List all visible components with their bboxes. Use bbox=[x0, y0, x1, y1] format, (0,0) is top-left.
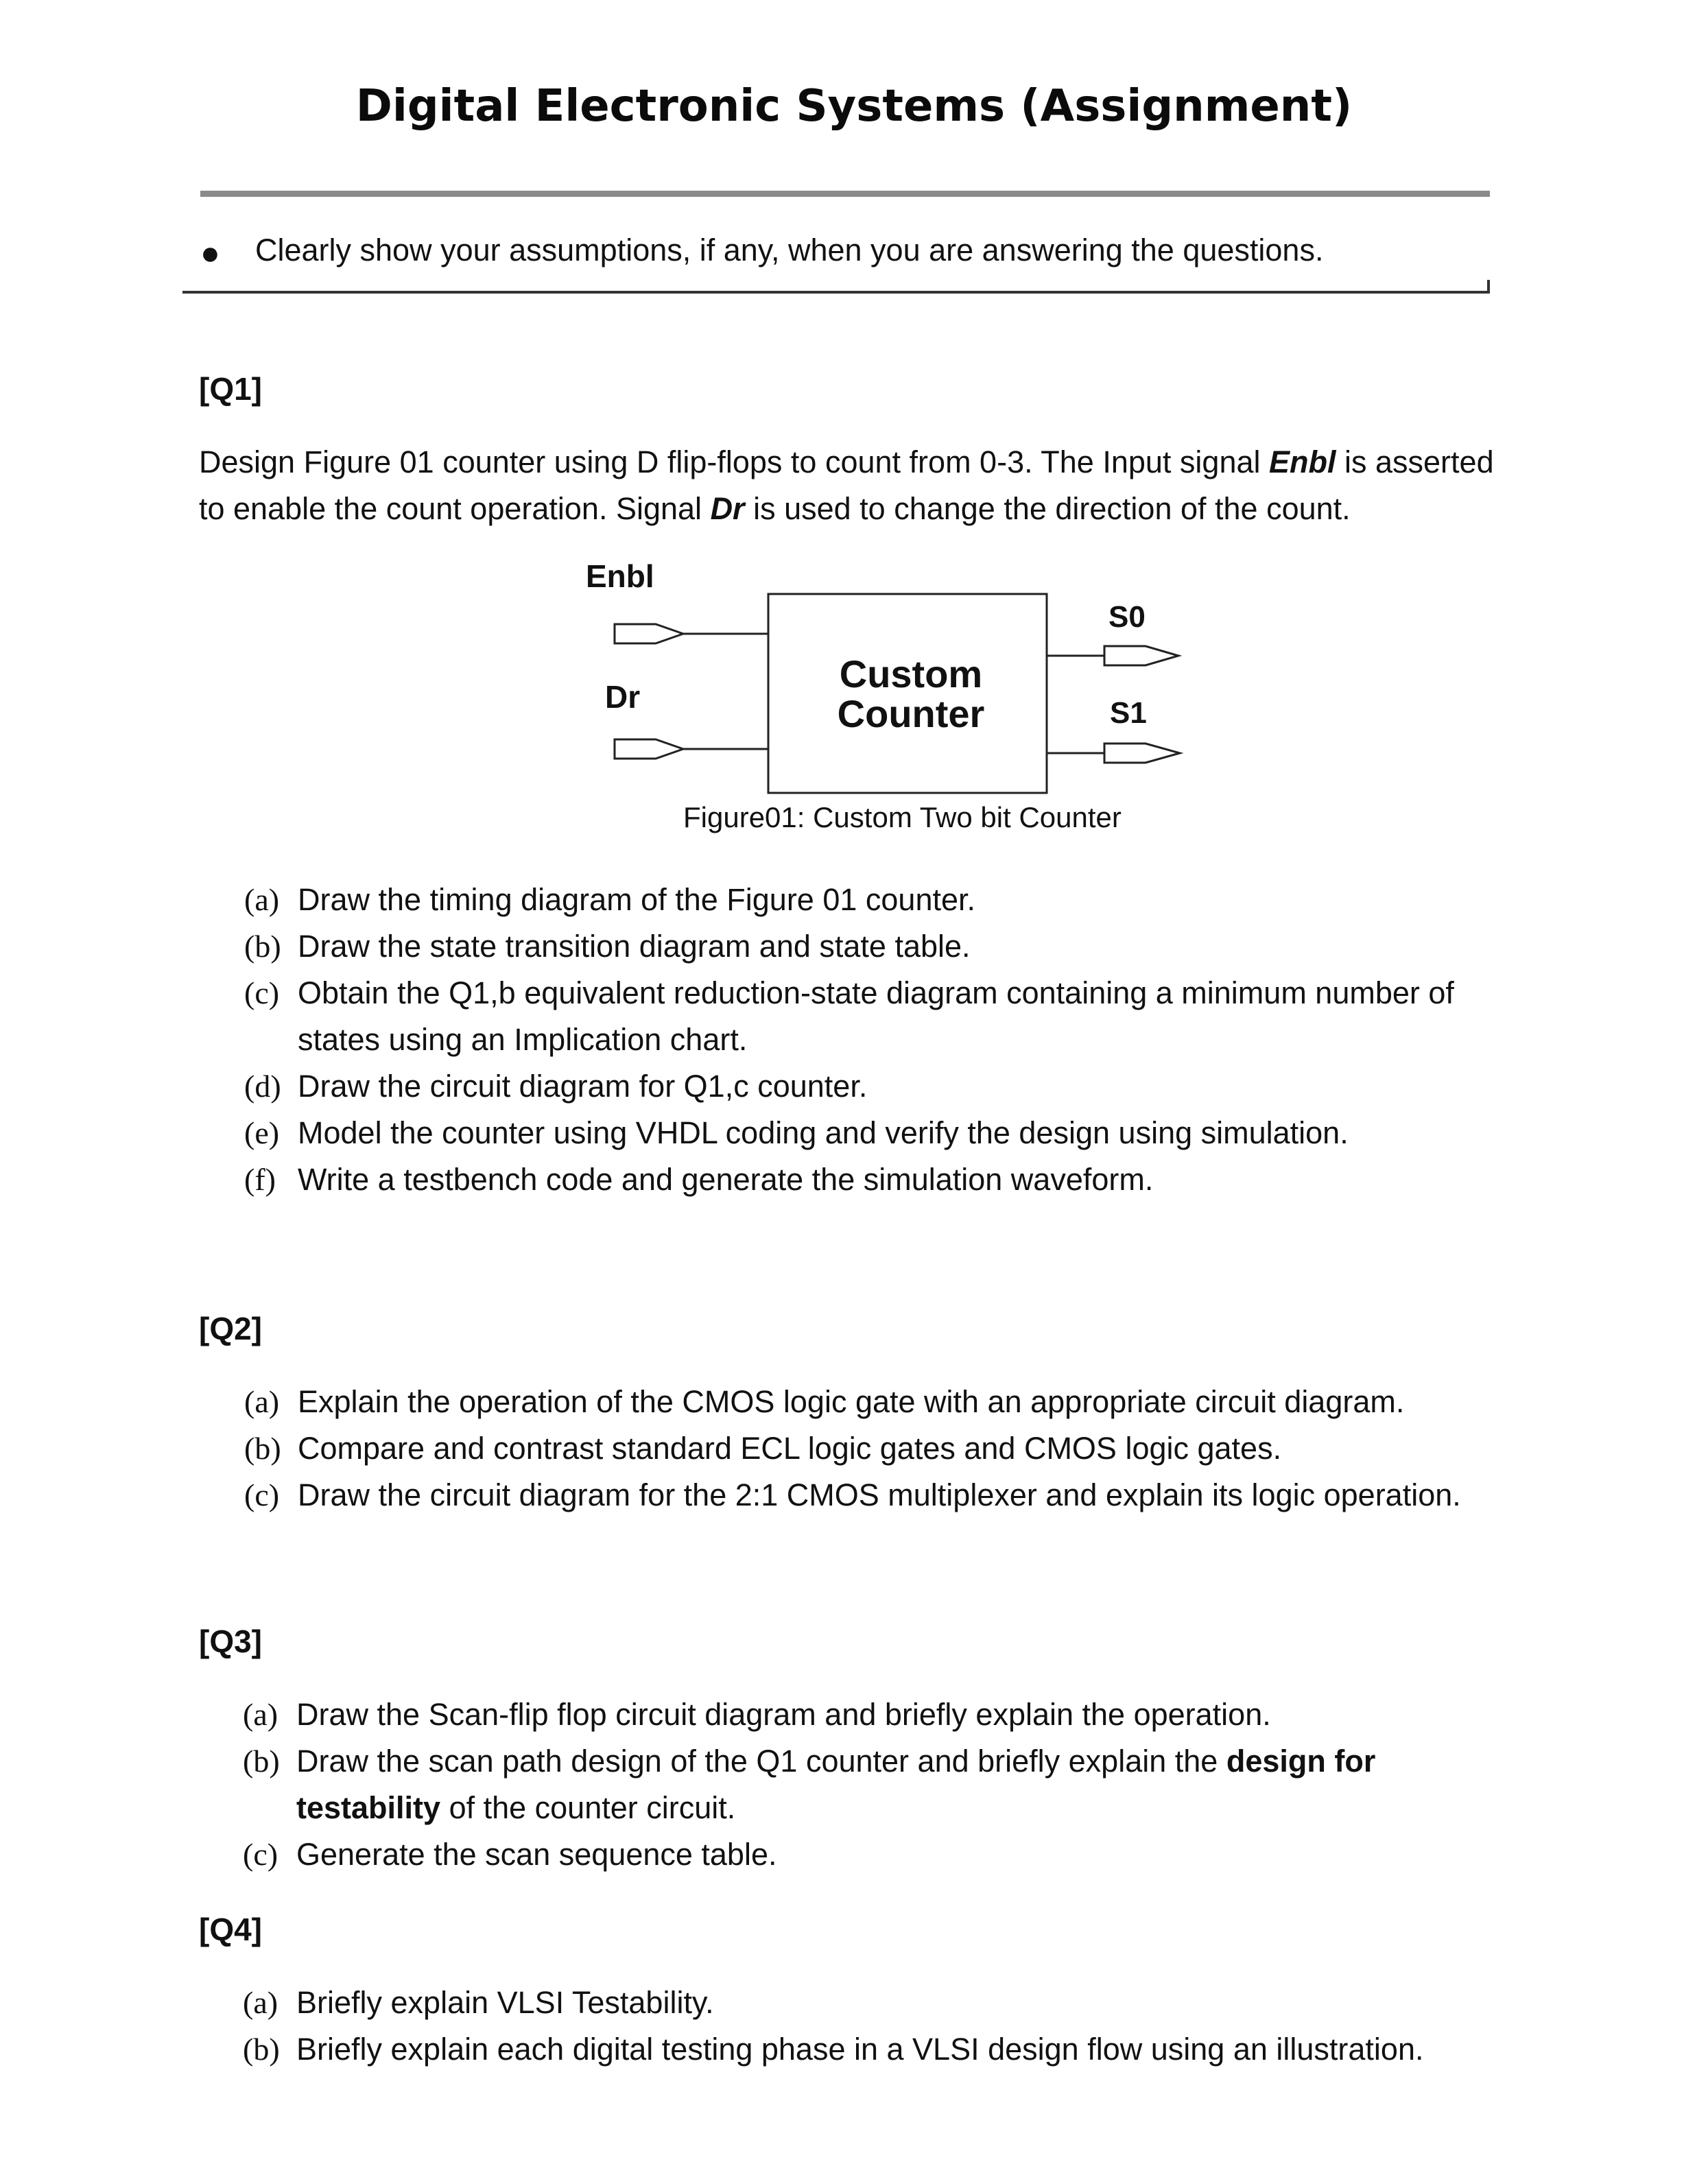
q1-intro-line1: Design Figure 01 counter using D flip-flops to count from 0-3. The Input signal Enbl is asserted bbox=[199, 444, 1494, 479]
block-label-line1: Custom bbox=[839, 652, 983, 695]
q1-item-e: (e) Model the counter using VHDL coding and verify the design using simulation. bbox=[244, 1115, 1349, 1150]
s0-label: S0 bbox=[1108, 600, 1146, 634]
testability-emphasis: testability bbox=[296, 1790, 441, 1825]
s0-output-port bbox=[1104, 646, 1178, 665]
s1-label: S1 bbox=[1110, 696, 1147, 730]
dr-input-port bbox=[615, 739, 683, 759]
q1-item-a: (a) Draw the timing diagram of the Figure 01 counter. bbox=[244, 882, 976, 917]
q2-item-a: (a) Explain the operation of the CMOS logic gate with an appropriate circuit diagram. bbox=[244, 1384, 1405, 1419]
enbl-emphasis: Enbl bbox=[1269, 444, 1336, 479]
q3-item-b: (b) Draw the scan path design of the Q1 counter and briefly explain the design for testability of the counter circuit. bbox=[243, 1744, 1376, 1825]
q3-heading: [Q3] bbox=[199, 1624, 262, 1659]
q3-item-c: (c) Generate the scan sequence table. bbox=[243, 1837, 777, 1872]
instruction-rule-end bbox=[1487, 280, 1490, 292]
figure-caption: Figure01: Custom Two bit Counter bbox=[683, 801, 1122, 833]
instruction-text: Clearly show your assumptions, if any, when you are answering the questions. bbox=[255, 233, 1324, 267]
header-rule bbox=[200, 191, 1490, 197]
bullet-icon: ● bbox=[200, 235, 220, 272]
custom-counter-diagram bbox=[562, 556, 1207, 844]
q1-heading: [Q1] bbox=[199, 371, 262, 407]
design-for-emphasis: design for bbox=[1226, 1744, 1376, 1779]
q4-item-b: (b) Briefly explain each digital testing phase in a VLSI design flow using an illustration. bbox=[243, 2032, 1424, 2067]
q2-item-b: (b) Compare and contrast standard ECL logic gates and CMOS logic gates. bbox=[244, 1431, 1282, 1466]
q1-item-c: (c) Obtain the Q1,b equivalent reduction-state diagram containing a minimum number of states using an Implication chart. bbox=[244, 975, 1454, 1057]
q1-intro-line2: to enable the count operation. Signal Dr is used to change the direction of the count. bbox=[199, 491, 1351, 526]
q4-item-a: (a) Briefly explain VLSI Testability. bbox=[243, 1985, 714, 2020]
enbl-label: Enbl bbox=[586, 558, 654, 594]
enbl-input-port bbox=[615, 624, 683, 643]
q1-item-f: (f) Write a testbench code and generate the simulation waveform. bbox=[244, 1162, 1154, 1197]
q3-item-a: (a) Draw the Scan-flip flop circuit diagram and briefly explain the operation. bbox=[243, 1697, 1271, 1732]
block-label-line2: Counter bbox=[837, 692, 985, 735]
q1-item-b: (b) Draw the state transition diagram and state table. bbox=[244, 929, 971, 964]
q2-item-c: (c) Draw the circuit diagram for the 2:1 CMOS multiplexer and explain its logic operation. bbox=[244, 1477, 1461, 1512]
s1-output-port bbox=[1104, 744, 1180, 763]
q2-heading: [Q2] bbox=[199, 1311, 262, 1346]
page-title: Digital Electronic Systems (Assignment) bbox=[355, 81, 1353, 132]
q1-item-d: (d) Draw the circuit diagram for Q1,c counter. bbox=[244, 1069, 868, 1104]
dr-label: Dr bbox=[605, 679, 641, 715]
dr-emphasis: Dr bbox=[710, 491, 745, 526]
q4-heading: [Q4] bbox=[199, 1912, 262, 1947]
q1-intro bbox=[199, 439, 1502, 532]
instruction-rule bbox=[182, 291, 1490, 294]
